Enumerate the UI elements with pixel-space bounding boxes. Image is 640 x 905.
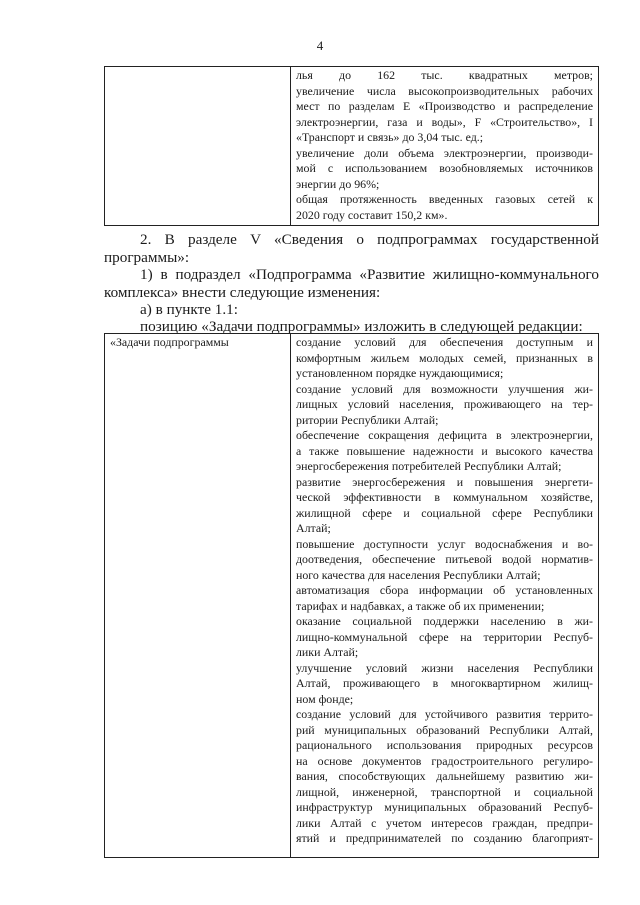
cell-text-line: ятий и предпринимателей по созданию благоприят- [296,831,593,845]
cell-text-line: увеличение доли объема электроэнергии, производи- [296,145,593,160]
page-break-gap [296,847,593,855]
cell-text-line: жилищной сфере и социальной сфере Республики [296,505,593,520]
paragraph-section-v [104,231,599,266]
cell-text-line: рий муниципальных образований Республики Алтай, [296,722,593,737]
cell-text-line: повышение доступности услуг водоснабжения и во- [296,536,593,551]
paragraph-subsection [104,266,599,301]
tasks-table [104,333,599,858]
cell-text-line: ритории Республики Алтай; [296,412,439,427]
cell-text-line: Алтай, проживающего в многоквартирном жилищ- [296,676,593,690]
cell-text-line: комфортным жильем молодых семей, признанных в [296,350,593,365]
cell-text-line: автоматизация сбора информации об установленных [296,583,593,597]
cell-text-line: лищных условий населения, проживающего на тер- [296,397,593,411]
cell-text-line: 2020 году составит 150,2 км». [296,207,448,222]
table-left-cell [105,67,291,226]
cell-text-line: создание условий для обеспечения доступным и [296,335,593,349]
cell-text-line: доотведения, обеспечение питьевой водой норматив- [296,552,593,566]
page-number: 4 [316,38,324,53]
goals-table-continuation [104,66,599,226]
cell-text-line: тарифах и надбавках, а также об их применении; [296,598,545,613]
paragraph-line: комплекса» внести следующие изменения: [104,283,381,301]
cell-text-line: лищно-коммунальной сфере на территории Респуб- [296,629,593,644]
cell-text-line: мой с использованием возобновляемых источников [296,161,593,175]
cell-text-line: инфраструктур муниципальных образований Респуб- [296,800,593,814]
tasks-label: «Задачи подпрограммы [110,335,229,349]
paragraph-line: программы»: [104,248,190,266]
cell-text-line: «Транспорт и связь» до 3,04 тыс. ед.; [296,130,484,144]
cell-text-line: общая протяженность введенных газовых сетей к [296,192,593,206]
cell-text-line: Алтай; [296,521,331,535]
table-row [105,334,599,858]
cell-text-line: энергии до 96%; [296,176,380,191]
cell-text-line: создание условий для возможности улучшения жи- [296,381,593,396]
cell-text-line: оказание социальной поддержки населению в жи- [296,614,593,628]
cell-text-line: ного качества для населения Республики Алтай; [296,567,541,582]
paragraph-line: 2. В разделе V «Сведения о подпрограммах государственной [140,231,599,248]
cell-text-line: рационального использования природных ресурсов [296,738,593,752]
cell-text-line: лищной, инженерной, транспортной и социальной [296,784,593,799]
paragraph-line: позицию «Задачи подпрограммы» изложить в следующей редакции: [140,318,583,335]
paragraph-item-a [104,301,599,319]
table-row [105,67,599,226]
cell-text-line: лья до 162 тыс. квадратных метров; [296,68,593,82]
cell-text-line: лики Алтай; [296,645,359,659]
cell-text-line: создание условий для устойчивого развития террито- [296,707,593,721]
cell-text-line: лики Алтай с учетом интересов граждан, предпри- [296,815,593,830]
cell-text-line: улучшение условий жизни населения Республики [296,660,593,675]
cell-text-line: ческой эффективности в коммунальном хозяйстве, [296,490,593,504]
cell-text-line: мест по разделам E «Производство и распределение [296,99,593,113]
cell-text-line: обеспечение сокращения дефицита в электроэнергии, [296,428,593,442]
tasks-label-cell [105,334,291,858]
cell-text-line: развитие энергосбережения и повышения энергети- [296,474,593,489]
cell-text-line: вания, способствующих дальнейшему развитию жи- [296,769,593,783]
cell-text-line: увеличение числа высокопроизводительных рабочих [296,83,593,98]
paragraph-line: а) в пункте 1.1: [140,301,238,318]
cell-text-line: на основе документов градостроительного регулиро- [296,753,593,768]
table-right-cell [291,67,599,226]
cell-text-line: энергосбережения потребителей Республики Алтай; [296,459,562,473]
cell-text-line: установленном порядке нуждающимися; [296,366,504,380]
paragraph-line: 1) в подраздел «Подпрограмма «Развитие жилищно-коммунального [140,266,599,283]
cell-text-line: ном фонде; [296,691,354,706]
cell-text-line: а также повышение надежности и высокого качества [296,443,593,458]
cell-text-line: электроэнергии, газа и воды», F «Строительство», I [296,114,593,129]
tasks-content-cell [291,334,599,858]
